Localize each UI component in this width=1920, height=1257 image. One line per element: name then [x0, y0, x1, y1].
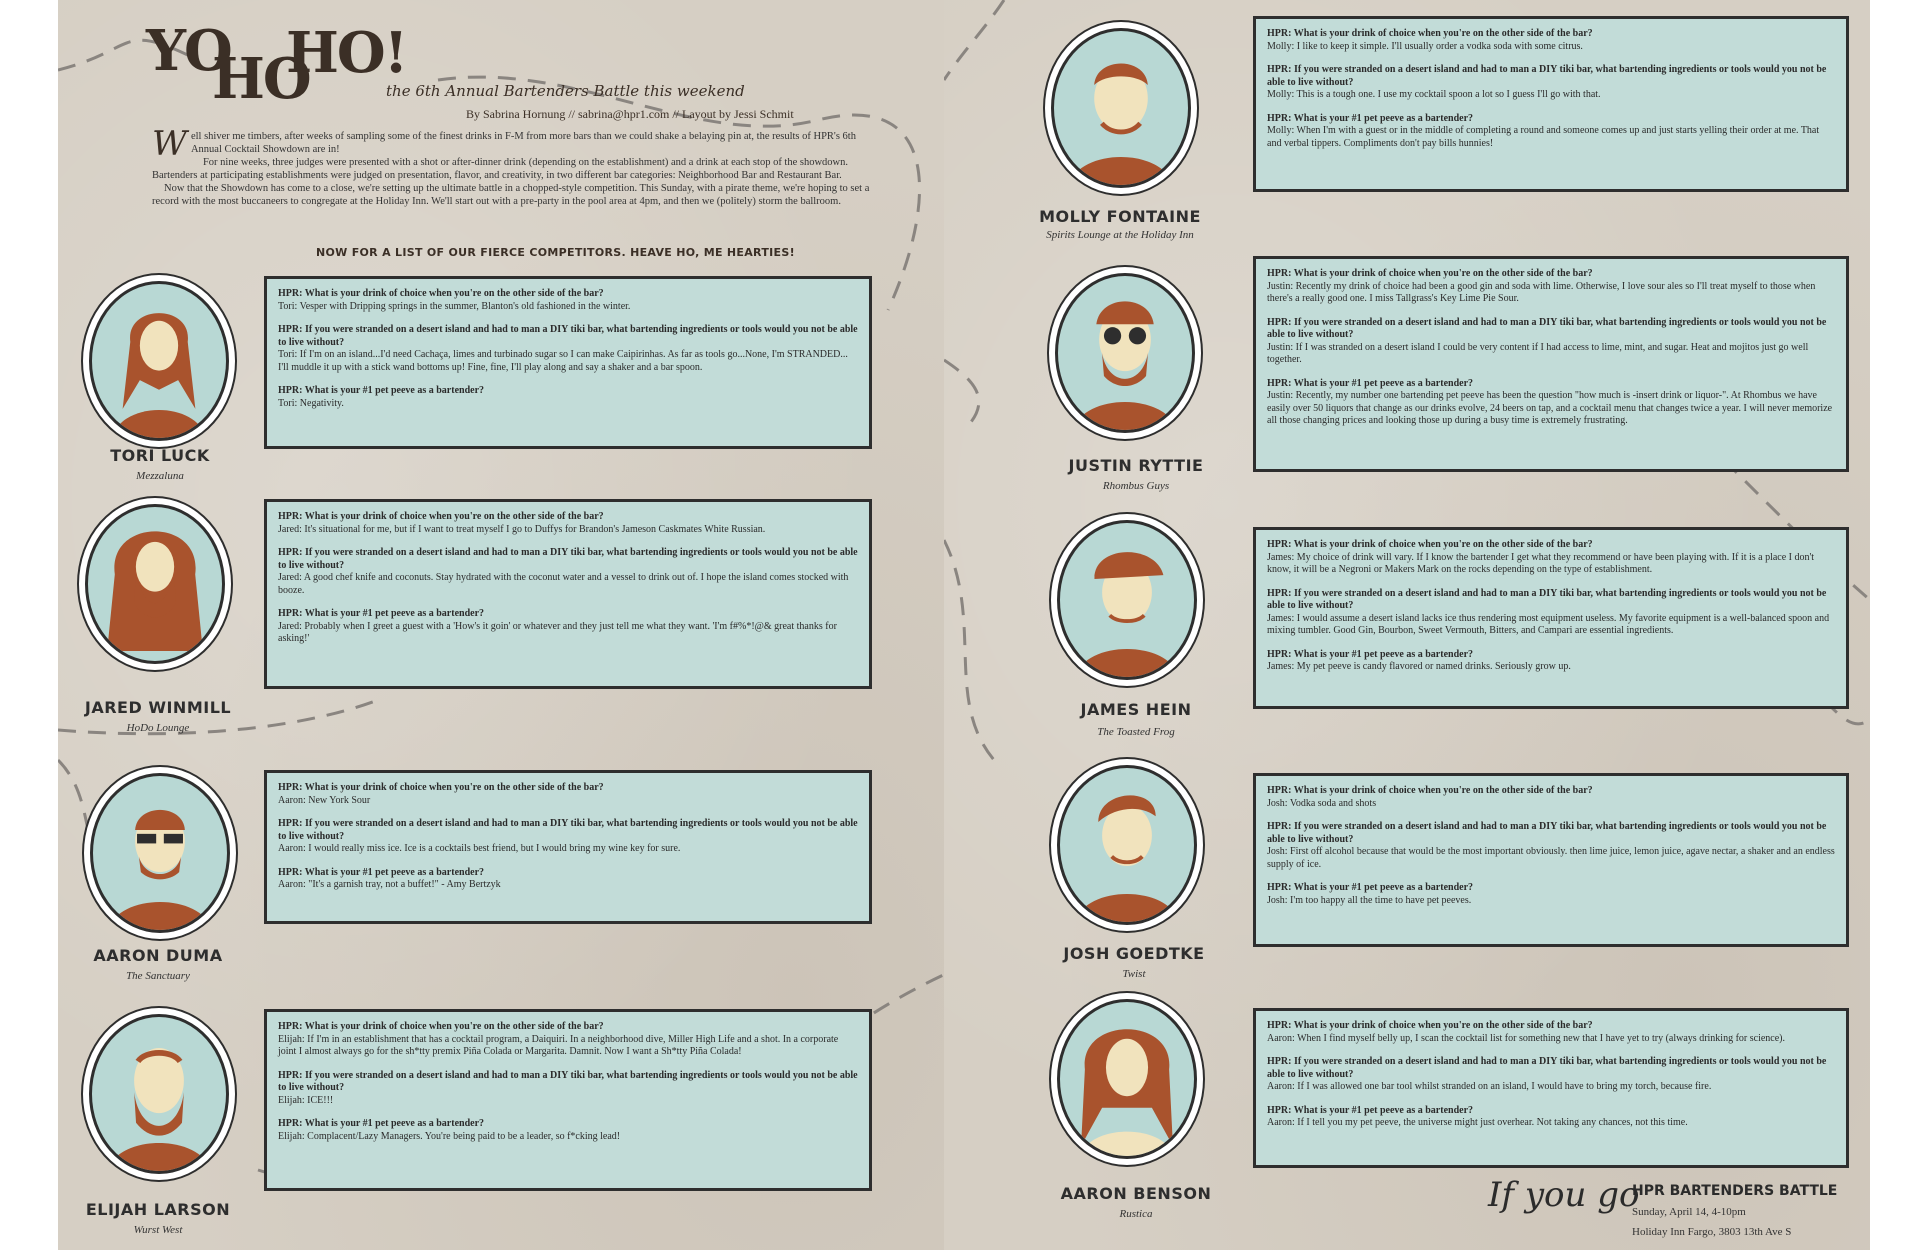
byline: By Sabrina Hornung // sabrina@hpr1.com // Layout by Jessi Schmit — [466, 107, 794, 121]
title-word-yo: YO — [146, 18, 231, 84]
bartender-venue: Spirits Lounge at the Holiday Inn — [1046, 229, 1194, 241]
portrait-molly-fontaine — [1043, 20, 1199, 196]
portrait-elijah-larson — [81, 1006, 237, 1182]
bartender-venue: Mezzaluna — [136, 470, 184, 482]
bartender-portrait-illustration — [93, 776, 227, 930]
event-title: HPR BARTENDERS BATTLE — [1632, 1183, 1838, 1199]
masthead — [146, 10, 866, 121]
bartender-venue: The Toasted Frog — [1097, 726, 1175, 738]
bartender-name: TORI LUCK — [110, 446, 210, 465]
bartender-portrait-illustration — [88, 507, 222, 661]
bartender-portrait-illustration — [1060, 523, 1194, 677]
qa-box-josh-goedtke: HPR: What is your drink of choice when you're on the other side of the bar? Josh: Vodka soda and shots HPR: If you were stranded on a desert island and had to man a DIY tiki bar, what bartending ingredients or tools would you not be able to live without? Josh: First off alcohol because that would be the most important obviously. then lime juice, lemon juice, agave nectar, a shaker and an endless supply of ice. HPR: What is your #1 pet peeve as a bartender? Josh: I'm too happy all the time to have pet peeves. — [1253, 773, 1849, 947]
portrait-jared-winmill — [77, 496, 233, 672]
bartender-portrait-illustration — [1054, 31, 1188, 185]
bartender-venue: Rustica — [1119, 1208, 1153, 1220]
subtitle: the 6th Annual Bartenders Battle this weekend — [386, 82, 745, 100]
bartender-name: JAMES HEIN — [1080, 700, 1192, 719]
title-word-ho-exclaim: HO! — [286, 20, 407, 86]
if-you-go-script: If you go — [1488, 1175, 1640, 1215]
qa-box-jared-winmill: HPR: What is your drink of choice when you're on the other side of the bar? Jared: It's situational for me, but if I want to treat myself I go to Duffys for Brandon's Jameson Caskmates White Russian. HPR: If you were stranded on a desert island and had to man a DIY tiki bar, what bartending ingredients or tools would you not be able to live without? Jared: A good chef knife and coconuts. Stay hydrated with the coconut water and a vessel to drink out of. I hope the island comes stocked with booze. HPR: What is your #1 pet peeve as a bartender? Jared: Probably when I greet a guest with a 'How's it goin' or whatever and they just tell me what they want. 'I'm f#%*!@& great thanks for asking!' — [264, 499, 872, 689]
event-location: Holiday Inn Fargo, 3803 13th Ave S — [1632, 1226, 1792, 1238]
intro-article — [152, 124, 872, 208]
bartender-name: AARON BENSON — [1060, 1184, 1212, 1203]
event-date: Sunday, April 14, 4-10pm — [1632, 1206, 1746, 1218]
intro-paragraph-2: For nine weeks, three judges were presented with a shot or after-dinner drink (depending on the establishment) and a drink at each stop of the showdown. Bartenders at participating establishments were judged on presentation, flavor, and creativity, in two different bar categories: Neighborhood Bar and Restaurant Bar. — [152, 157, 849, 181]
bartender-name: ELIJAH LARSON — [85, 1200, 231, 1219]
bartender-portrait-illustration — [1060, 1002, 1194, 1156]
qa-box-elijah-larson: HPR: What is your drink of choice when you're on the other side of the bar? Elijah: If I'm in an establishment that has a cocktail program, a Daiquiri. In a neighborhood dive, Miller High Life and a shot. In a corporate joint I almost always go for the sh*tty premix Piña Colada or Margarita. Damnit. Now I want a Sh*tty Piña Colada! HPR: If you were stranded on a desert island and had to man a DIY tiki bar, what bartending ingredients or tools would you not be able to live without? Elijah: ICE!!! HPR: What is your #1 pet peeve as a bartender? Elijah: Complacent/Lazy Managers. You're being paid to be a leader, so f*cking lead! — [264, 1009, 872, 1191]
qa-box-molly-fontaine: HPR: What is your drink of choice when you're on the other side of the bar? Molly: I like to keep it simple. I'll usually order a vodka soda with some citrus. HPR: If you were stranded on a desert island and had to man a DIY tiki bar, what bartending ingredients or tools would you not be able to live without? Molly: This is a tough one. I use my cocktail spoon a lot so I guess I'll go with that. HPR: What is your #1 pet peeve as a bartender? Molly: When I'm with a guest or in the middle of completing a round and someone comes up and just starts yelling their order at me. That and verbal tippers. Compliments don't pay bills hunnies! — [1253, 16, 1849, 192]
portrait-justin-ryttie — [1047, 265, 1203, 441]
title-word-ho: HO — [212, 46, 310, 112]
bartender-venue: HoDo Lounge — [126, 722, 190, 734]
qa-box-aaron-duma: HPR: What is your drink of choice when you're on the other side of the bar? Aaron: New York Sour HPR: If you were stranded on a desert island and had to man a DIY tiki bar, what bartending ingredients or tools would you not be able to live without? Aaron: I would really miss ice. Ice is a cocktails best friend, but I would bring my wine key for sure. HPR: What is your #1 pet peeve as a bartender? Aaron: "It's a garnish tray, not a buffet!" - Amy Bertzyk — [264, 770, 872, 924]
bartender-name: JARED WINMILL — [84, 698, 232, 717]
portrait-josh-goedtke — [1049, 757, 1205, 933]
bartender-portrait-illustration — [1058, 276, 1192, 430]
bartender-venue: Wurst West — [133, 1224, 183, 1236]
competitors-heading: NOW FOR A LIST OF OUR FIERCE COMPETITORS. HEAVE HO, ME HEARTIES! — [316, 246, 795, 259]
qa-box-tori-luck: HPR: What is your drink of choice when you're on the other side of the bar? Tori: Vesper with Dripping springs in the summer, Blanton's old fashioned in the winter. HPR: If you were stranded on a desert island and had to man a DIY tiki bar, what bartending ingredients or tools would you not be able to live without? Tori: If I'm on an island...I'd need Cachaça, limes and turbinado sugar so I can make Caipirinhas. As far as tools go...None, I'm STRANDED... I'll muddle it up with a stick wand bottoms up! Fine, fine, I'll play along and say a shaker and a bar spoon. HPR: What is your #1 pet peeve as a bartender? Tori: Negativity. — [264, 276, 872, 449]
bartender-name: JUSTIN RYTTIE — [1068, 456, 1204, 475]
qa-box-aaron-benson: HPR: What is your drink of choice when you're on the other side of the bar? Aaron: When I find myself belly up, I scan the cocktail list for something new that I have yet to try (always drinking for science). HPR: If you were stranded on a desert island and had to man a DIY tiki bar, what bartending ingredients or tools would you not be able to live without? Aaron: If I was allowed one bar tool whilst stranded on an island, I would have to bring my torch, because fire. HPR: What is your #1 pet peeve as a bartender? Aaron: If I tell you my pet peeve, the universe might just overhear. Not taking any chances, not this time. — [1253, 1008, 1849, 1168]
bartender-name: AARON DUMA — [93, 946, 223, 965]
bartender-name: MOLLY FONTAINE — [1039, 207, 1201, 226]
bartender-venue: Twist — [1122, 968, 1146, 980]
bartender-portrait-illustration — [92, 1017, 226, 1171]
portrait-james-hein — [1049, 512, 1205, 688]
portrait-aaron-benson — [1049, 991, 1205, 1167]
bartender-portrait-illustration — [1060, 768, 1194, 922]
qa-box-james-hein: HPR: What is your drink of choice when you're on the other side of the bar? James: My choice of drink will vary. If I know the bartender I get what they recommend or have been playing with. If it is a place I don't know, it will be a Negroni or Makers Mark on the rocks depending on the type of establishment. HPR: If you were stranded on a desert island and had to man a DIY tiki bar, what bartending ingredients or tools would you not be able to live without? James: I would assume a desert island lacks ice thus rendering most equipment useless. My favorite equipment is a well-balanced spoon and mixing tumbler. Good Gin, Bourbon, Sweet Vermouth, Bitters, and Campari are essential ingredients. HPR: What is your #1 pet peeve as a bartender? James: My pet peeve is candy flavored or named drinks. Seriously grow up. — [1253, 527, 1849, 709]
bartender-venue: Rhombus Guys — [1102, 480, 1170, 492]
intro-paragraph-3: Now that the Showdown has come to a close, we're setting up the ultimate battle in a chopped-style competition. This Sunday, with a pirate theme, we're hoping to set a record with the most buccaneers to congregate at the Holiday Inn. We'll start out with a pre-party in the pool area at 4pm, and then we (politely) storm the ballroom. — [152, 183, 870, 207]
intro-paragraph-1: Well shiver me timbers, after weeks of sampling some of the finest drinks in F-M from more bars than we could shake a belaying pin at, the results of HPR's 6th Annual Cocktail Showdown are in! — [152, 124, 856, 164]
bartender-name: JOSH GOEDTKE — [1063, 944, 1205, 963]
bartender-portrait-illustration — [92, 284, 226, 438]
bartender-venue: The Sanctuary — [126, 970, 190, 982]
portrait-tori-luck — [81, 273, 237, 449]
portrait-aaron-duma — [82, 765, 238, 941]
qa-box-justin-ryttie: HPR: What is your drink of choice when you're on the other side of the bar? Justin: Recently my drink of choice had been a good gin and soda with lime. Otherwise, I love sour ales so I'll treat myself to those when there's a really good one. I miss Tallgrass's Key Lime Pie Sour. HPR: If you were stranded on a desert island and had to man a DIY tiki bar, what bartending ingredients or tools would you not be able to live without? Justin: If I was stranded on a desert island I could be very content if I had access to lime, mint, and sugar. Heat and mojitos just go well together. HPR: What is your #1 pet peeve as a bartender? Justin: Recently, my number one bartending pet peeve has been the question "how much is -insert drink or liquor-". At Rhombus we have easily over 50 liquors that change as our drinks evolve, 24 beers on tap, and a cocktail menu that changes twice a year. I will never memorize all those changing prices and looking those up during a busy time is extremely frustrating. — [1253, 256, 1849, 472]
drop-cap: W — [152, 124, 187, 164]
